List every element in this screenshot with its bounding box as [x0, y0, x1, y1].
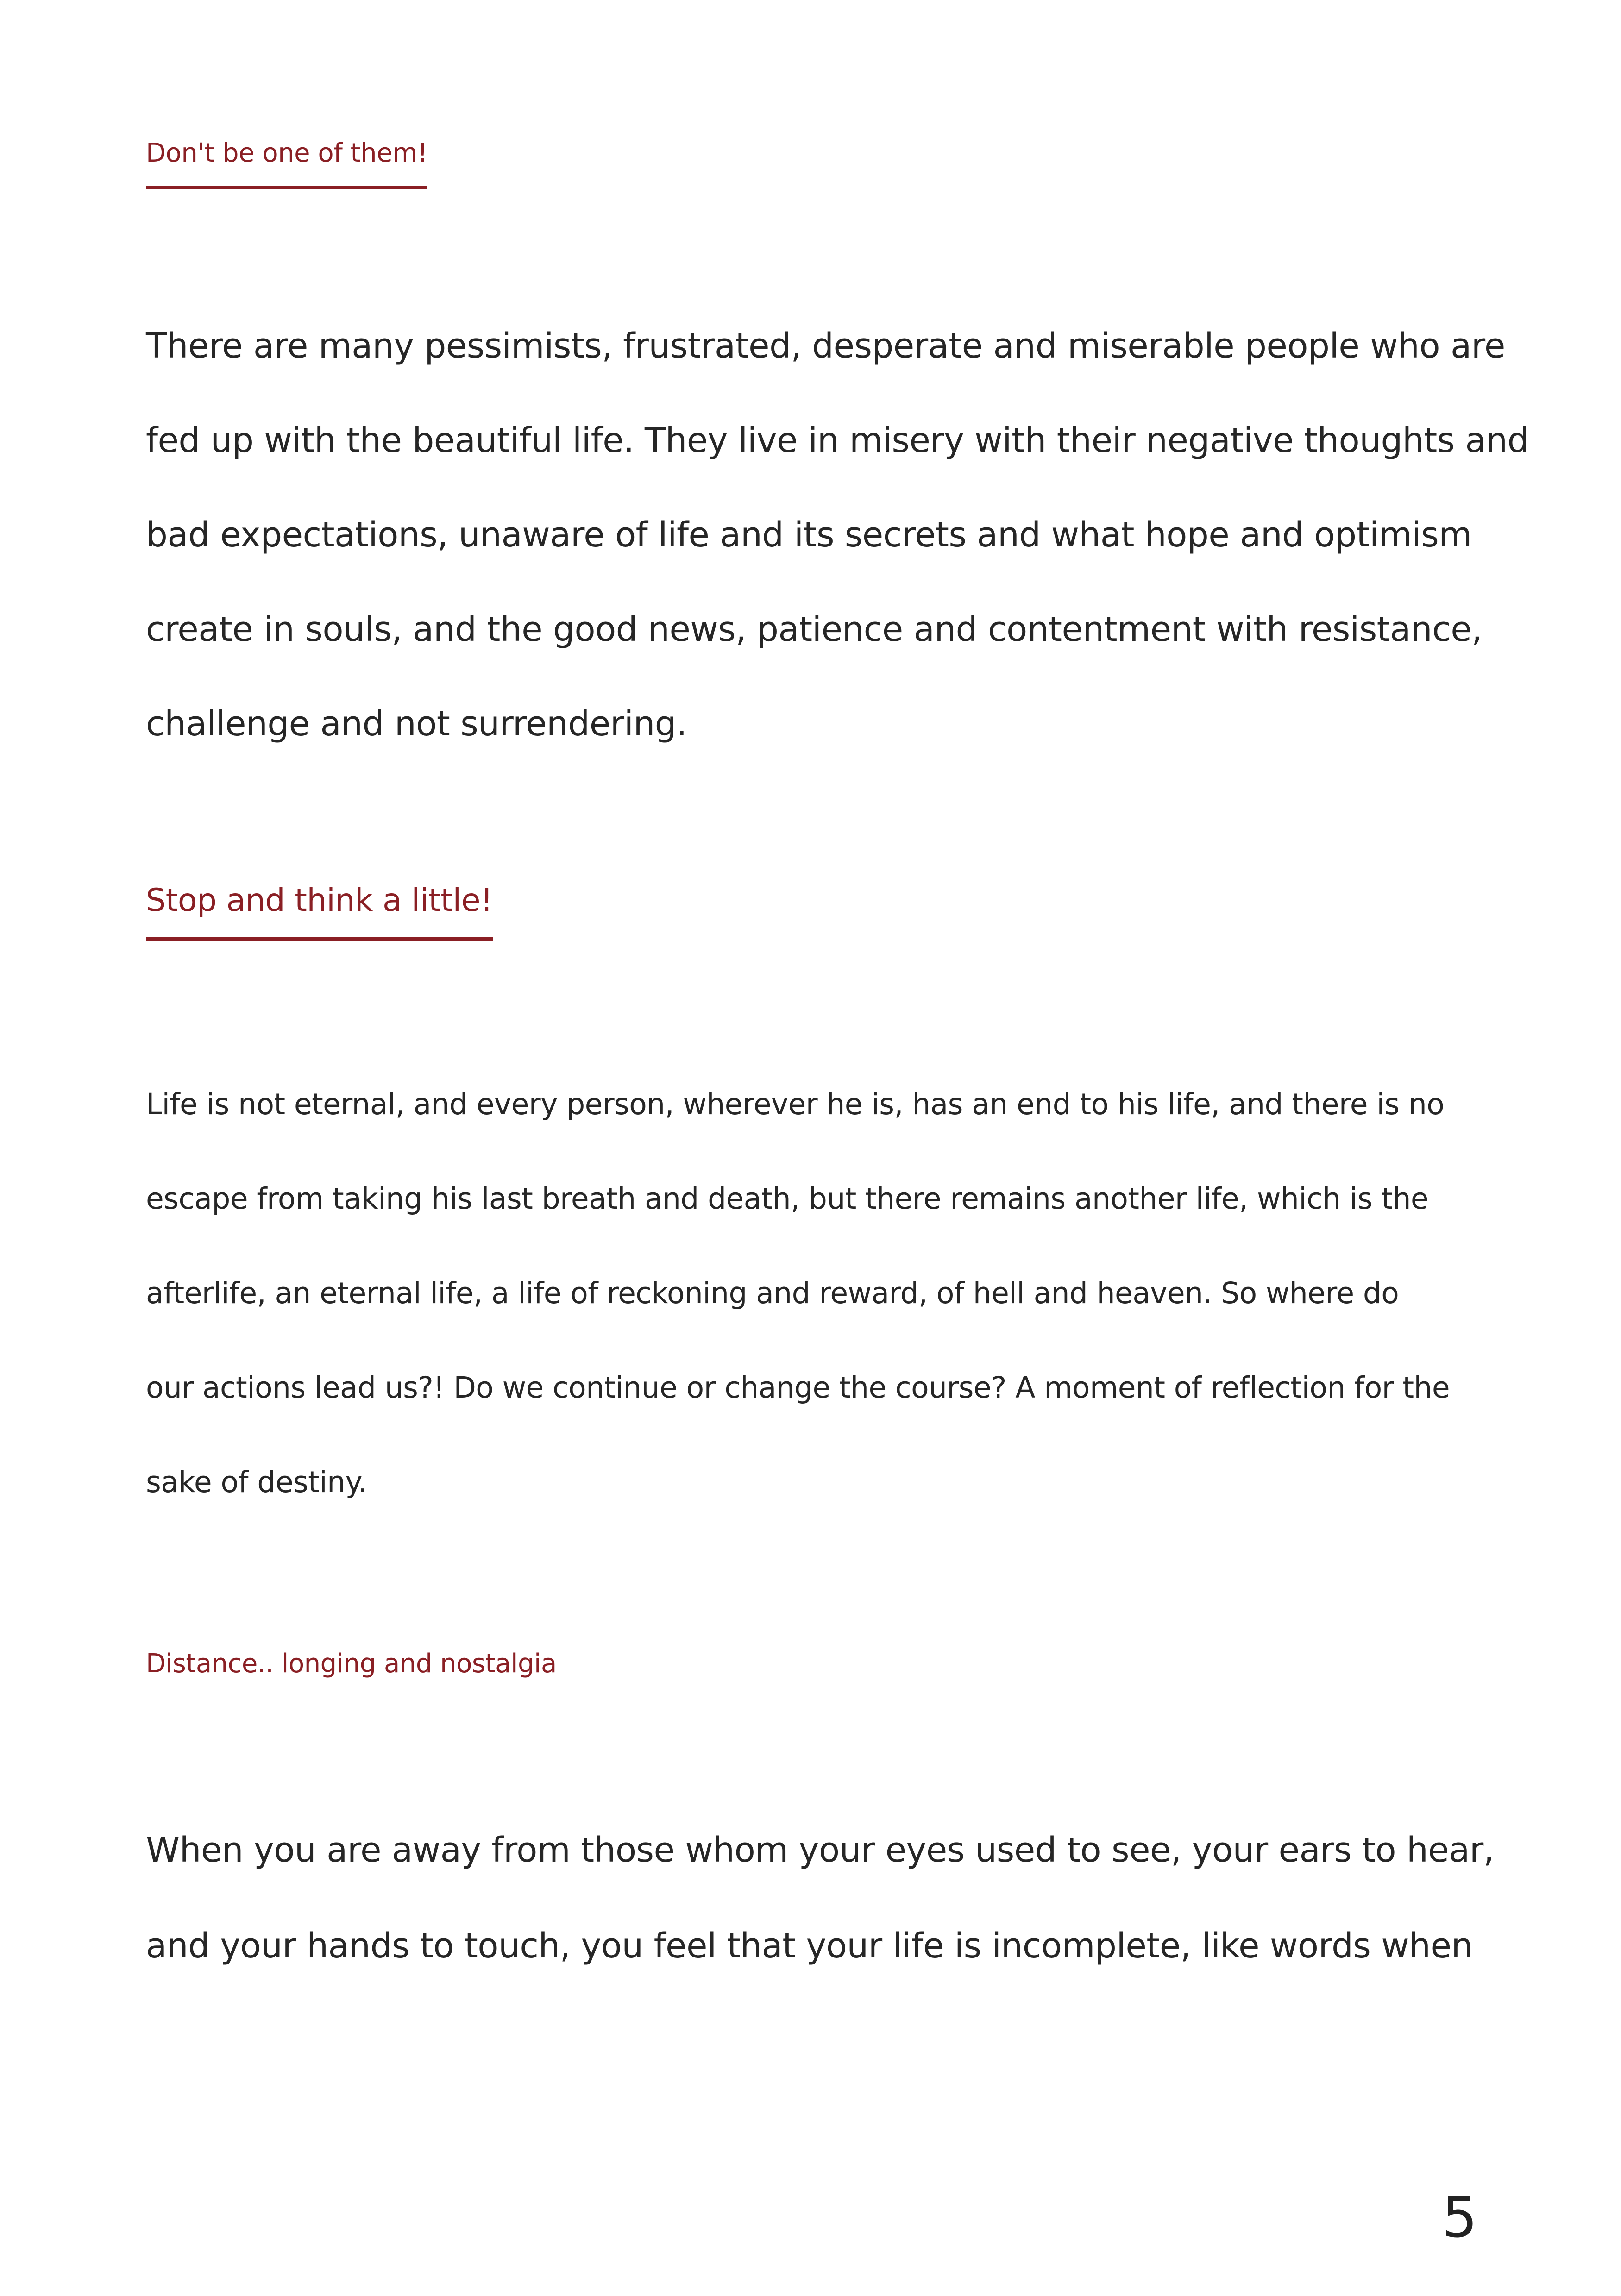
section-paragraph-distance	[146, 1820, 1494, 2012]
section-heading-distance-longing: Distance.. longing and nostalgia	[146, 1649, 557, 1679]
paragraph-line: sake of destiny.	[146, 1465, 367, 1499]
paragraph-line: create in souls, and the good news, patience and contentment with resistance,	[146, 609, 1483, 649]
paragraph-line: and your hands to touch, you feel that your life is incomplete, like words when	[146, 1926, 1473, 1966]
section-heading-stop-and-think: Stop and think a little!	[146, 882, 493, 941]
section-heading-dont-be-one-of-them: Don't be one of them!	[146, 138, 427, 189]
paragraph-line: afterlife, an eternal life, a life of reckoning and reward, of hell and heaven. So where do	[146, 1276, 1399, 1310]
page-number: 5	[1442, 2186, 1477, 2250]
paragraph-line: bad expectations, unaware of life and its secrets and what hope and optimism	[146, 515, 1472, 555]
paragraph-line: our actions lead us?! Do we continue or change the course? A moment of reflection for the	[146, 1371, 1450, 1405]
paragraph-line: There are many pessimists, frustrated, desperate and miserable people who are	[146, 326, 1505, 366]
section-paragraph-life-not-eternal	[146, 1079, 1480, 1551]
section-paragraph-pessimists	[146, 316, 1529, 788]
paragraph-line: Life is not eternal, and every person, wherever he is, has an end to his life, and there is no	[146, 1087, 1445, 1121]
paragraph-line: challenge and not surrendering.	[146, 704, 687, 744]
paragraph-line: fed up with the beautiful life. They live in misery with their negative thoughts and	[146, 420, 1529, 460]
paragraph-line: escape from taking his last breath and death, but there remains another life, which is the	[146, 1182, 1429, 1216]
paragraph-line: When you are away from those whom your eyes used to see, your ears to hear,	[146, 1830, 1494, 1870]
